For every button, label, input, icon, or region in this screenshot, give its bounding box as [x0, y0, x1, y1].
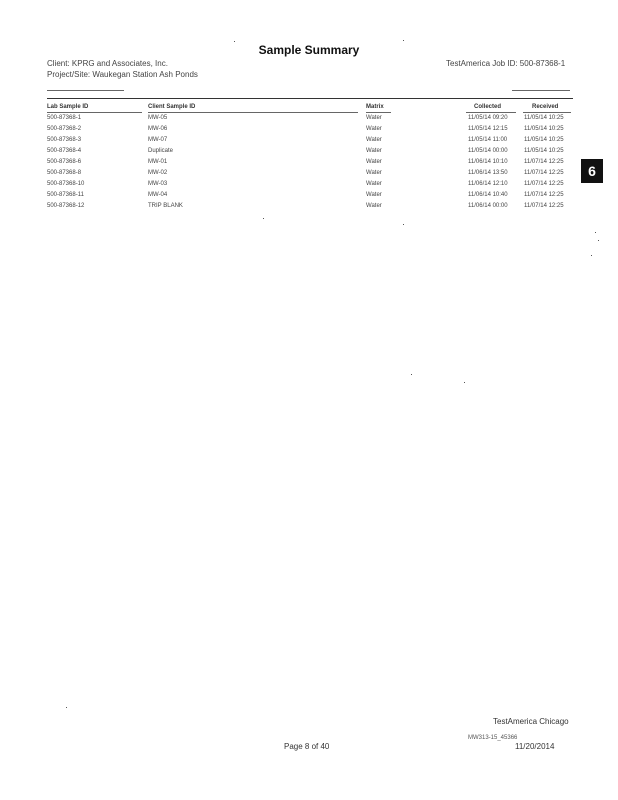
footer-doc-code: MW313-15_45366	[468, 735, 518, 741]
scan-speck	[598, 240, 599, 241]
footer-page-number: Page 8 of 40	[284, 742, 330, 751]
table-cell: MW-05	[148, 115, 168, 121]
table-cell: TRIP BLANK	[148, 203, 183, 209]
scan-speck	[234, 41, 235, 42]
table-cell: 500-87368-2	[47, 126, 82, 132]
col-header-lab-sample-id: Lab Sample ID	[47, 104, 89, 110]
col-underline-collected	[466, 112, 516, 113]
table-cell: MW-03	[148, 181, 168, 187]
table-cell: 11/07/14 12:25	[524, 192, 564, 198]
table-cell: 500-87368-11	[47, 192, 84, 198]
table-cell: 500-87368-10	[47, 181, 85, 187]
scan-speck	[411, 374, 412, 375]
table-cell: 500-87368-1	[47, 115, 82, 121]
table-cell: MW-07	[148, 137, 168, 143]
table-top-rule	[47, 98, 573, 99]
table-cell: Water	[366, 203, 382, 209]
page-title: Sample Summary	[258, 43, 360, 57]
client-line: Client: KPRG and Associates, Inc.	[47, 59, 168, 68]
col-underline-received	[523, 112, 571, 113]
col-underline-lab	[47, 112, 142, 113]
table-cell: 500-87368-8	[47, 170, 82, 176]
table-cell: Water	[366, 192, 382, 198]
header-separator-right	[512, 90, 570, 91]
table-cell: Water	[366, 159, 382, 165]
scan-speck	[403, 224, 404, 225]
table-cell: 11/07/14 12:25	[524, 181, 564, 187]
table-cell: 11/07/14 12:25	[524, 170, 564, 176]
table-cell: Water	[366, 148, 382, 154]
project-site-line: Project/Site: Waukegan Station Ash Ponds	[47, 70, 198, 79]
table-cell: 11/05/14 11:00	[468, 137, 508, 143]
table-cell: 500-87368-12	[47, 203, 85, 209]
col-underline-matrix	[366, 112, 391, 113]
table-cell: 11/06/14 10:10	[468, 159, 508, 165]
lab-job-id: TestAmerica Job ID: 500-87368-1	[446, 59, 566, 68]
col-header-matrix: Matrix	[366, 104, 384, 110]
table-cell: 11/06/14 12:10	[468, 181, 508, 187]
table-cell: 11/07/14 12:25	[524, 159, 564, 165]
scan-speck	[263, 218, 264, 219]
scan-speck	[403, 40, 404, 41]
table-cell: 500-87368-4	[47, 148, 82, 154]
col-underline-client	[148, 112, 358, 113]
table-cell: 11/07/14 12:25	[524, 203, 564, 209]
col-header-received: Received	[532, 104, 559, 110]
table-cell: Water	[366, 137, 382, 143]
scan-speck	[591, 255, 592, 256]
table-cell: Water	[366, 115, 382, 121]
table-cell: 11/05/14 10:25	[524, 115, 564, 121]
table-cell: Duplicate	[148, 148, 174, 154]
table-cell: 11/05/14 10:25	[524, 137, 564, 143]
header-separator-left	[47, 90, 124, 91]
table-cell: MW-02	[148, 170, 168, 176]
table-cell: 11/05/14 10:25	[524, 148, 564, 154]
table-cell: 11/06/14 00:00	[468, 203, 508, 209]
table-cell: 500-87368-6	[47, 159, 82, 165]
table-cell: 11/05/14 00:00	[468, 148, 508, 154]
table-cell: 11/05/14 10:25	[524, 126, 564, 132]
table-cell: 500-87368-3	[47, 137, 82, 143]
table-cell: 11/06/14 10:40	[468, 192, 508, 198]
scan-speck	[464, 382, 465, 383]
table-cell: Water	[366, 126, 382, 132]
table-cell: Water	[366, 170, 382, 176]
scan-speck	[595, 232, 596, 233]
table-cell: 11/06/14 13:50	[468, 170, 508, 176]
table-cell: MW-01	[148, 159, 168, 165]
footer-date: 11/20/2014	[515, 742, 555, 751]
table-cell: 11/05/14 09:20	[468, 115, 508, 121]
table-cell: Water	[366, 181, 382, 187]
table-cell: MW-04	[148, 192, 168, 198]
col-header-collected: Collected	[474, 104, 502, 110]
scan-speck	[66, 707, 67, 708]
footer-lab-name: TestAmerica Chicago	[493, 717, 569, 726]
section-tab: 6	[581, 159, 603, 183]
table-cell: MW-06	[148, 126, 168, 132]
col-header-client-sample-id: Client Sample ID	[148, 104, 196, 110]
table-cell: 11/05/14 12:15	[468, 126, 508, 132]
